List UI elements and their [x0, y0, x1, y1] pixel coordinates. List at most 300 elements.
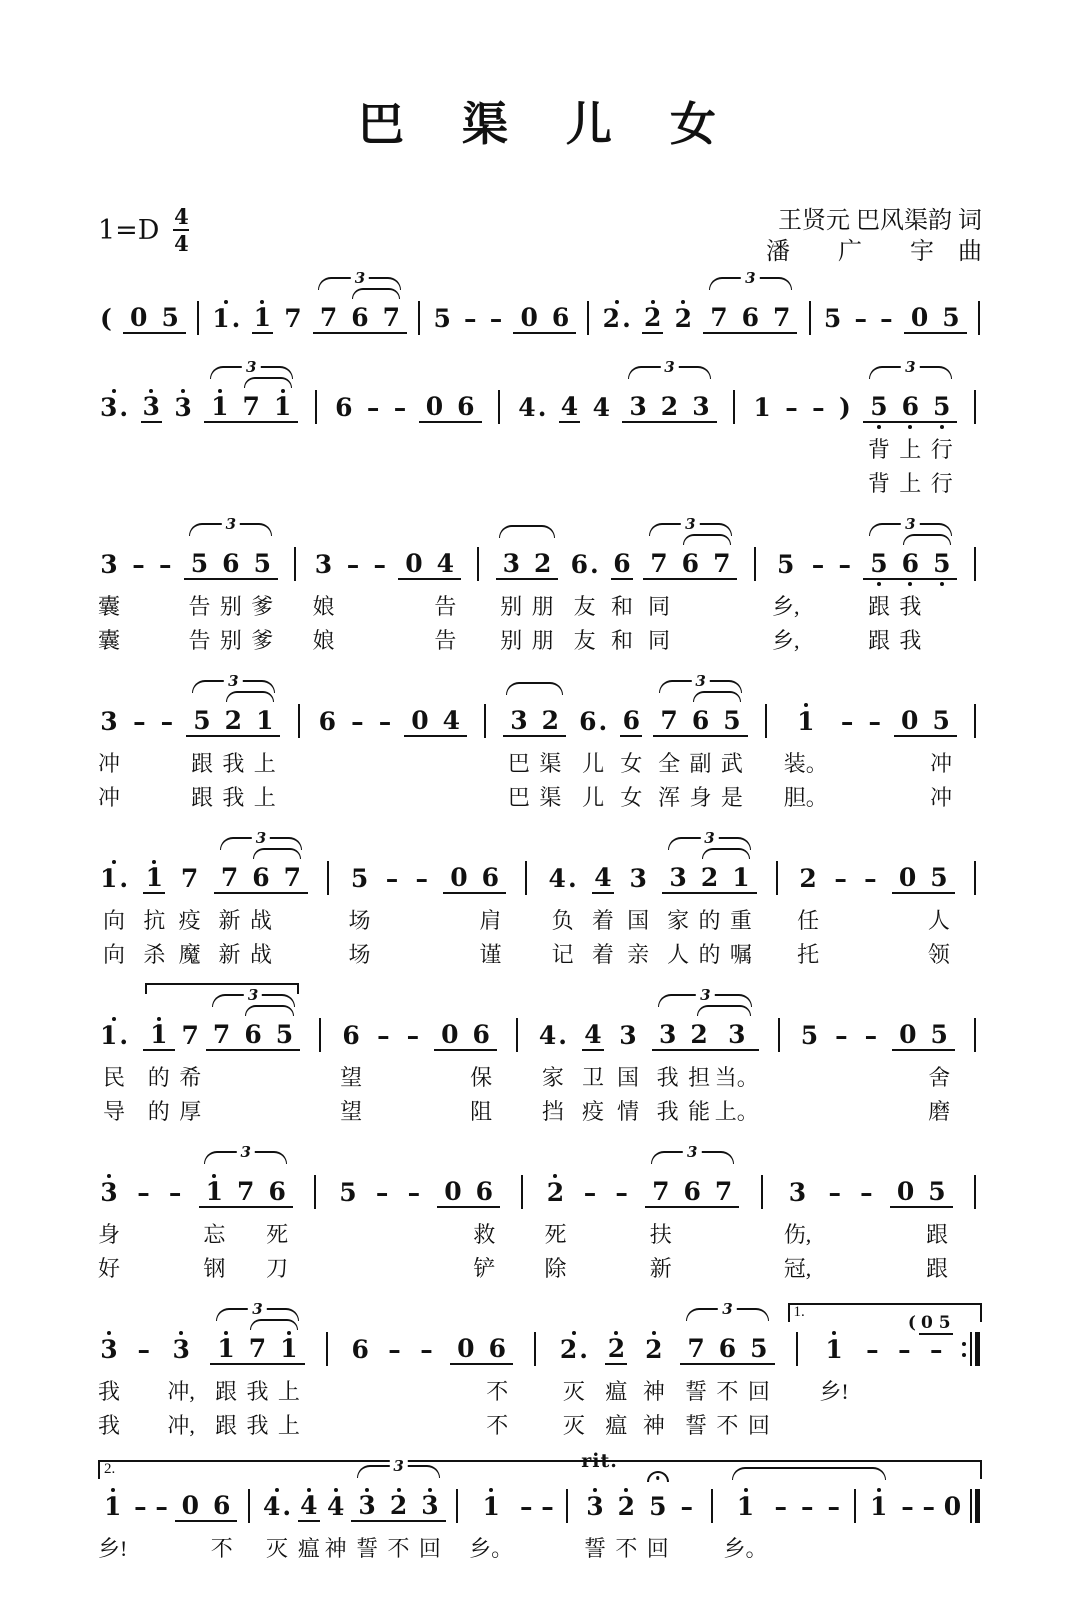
barline-rule — [298, 704, 300, 738]
note-glyph — [810, 393, 827, 423]
octave-dot-below-slot — [790, 1365, 804, 1375]
note-glyph — [528, 1335, 542, 1365]
barline — [309, 381, 323, 501]
octave-dot-below-slot — [513, 334, 544, 344]
note-glyph — [766, 304, 797, 334]
lyric-syllable — [774, 1532, 788, 1566]
octave-dot-below-slot — [617, 1051, 639, 1061]
note-number: – — [159, 550, 172, 579]
octave-dot-below-slot — [694, 894, 725, 904]
note-glyph — [748, 550, 762, 580]
lyric-syllable — [900, 1532, 914, 1566]
lyric-syllable — [144, 467, 158, 501]
octave-dot-below-slot — [172, 423, 193, 433]
note-token — [513, 292, 544, 344]
note-number: 5 — [928, 1177, 946, 1206]
note-token — [475, 852, 506, 972]
lyric-syllable — [276, 467, 290, 501]
note-group — [419, 381, 482, 501]
note-glyph — [577, 707, 609, 737]
note-group — [214, 829, 308, 972]
lyric-syllable — [828, 1218, 842, 1252]
lyric-syllable: 朋 — [531, 594, 554, 619]
lyric-syllable: 装。 — [783, 751, 828, 776]
lyric-syllable — [519, 904, 533, 938]
note-token — [349, 695, 366, 815]
octave-dot-below-slot — [643, 580, 674, 590]
note-token — [925, 695, 956, 815]
note-token — [617, 1009, 639, 1129]
triplet-number: 3 — [683, 1143, 701, 1161]
lyric-syllable: 别 — [500, 628, 523, 653]
note-group — [204, 358, 298, 501]
octave-dot-above-slot — [386, 1323, 403, 1335]
lyric-syllable — [158, 624, 172, 658]
lyric-syllable: 告 — [188, 628, 211, 653]
octave-dot-above-slot — [724, 1480, 768, 1492]
lyric-syllable — [132, 624, 146, 658]
slur-arc — [250, 1319, 298, 1330]
note-group — [496, 538, 559, 658]
octave-dot-below-slot — [622, 423, 653, 433]
note-glyph — [759, 707, 773, 737]
octave-dot-above-slot — [337, 1166, 358, 1178]
octave-dot-below-slot — [878, 334, 895, 344]
lyric-syllable — [560, 1532, 574, 1566]
lyric-syllable — [755, 467, 769, 501]
lyric-syllable: 谨 — [479, 942, 502, 967]
note-glyph — [123, 304, 154, 334]
lyric-syllable — [968, 938, 982, 972]
note-glyph — [414, 1492, 445, 1522]
barline-rule — [294, 547, 296, 581]
octave-dot-below-slot — [537, 1051, 569, 1061]
note-glyph — [784, 707, 828, 737]
note-glyph — [175, 1492, 206, 1522]
barline-rule — [778, 1018, 780, 1052]
note-token — [206, 1009, 237, 1129]
lyric-syllable — [346, 590, 360, 624]
lyric-syllable — [313, 1095, 327, 1129]
octave-dot-below-slot — [770, 894, 784, 904]
lyric-syllable — [132, 747, 146, 781]
note-number: 2 — [602, 304, 621, 333]
lyric-syllable: 告 — [434, 594, 457, 619]
note-group — [123, 292, 186, 344]
note-token — [98, 1009, 130, 1129]
meta-row — [98, 206, 982, 268]
note-glyph — [743, 1335, 774, 1365]
octave-dot-below-slot — [968, 1051, 982, 1061]
barline-rule — [534, 1332, 536, 1366]
lyric-syllable — [968, 433, 982, 467]
note-token — [627, 852, 649, 972]
note-token — [98, 695, 120, 815]
octave-dot-below-slot — [968, 894, 982, 904]
octave-dot-above-slot — [839, 695, 856, 707]
note-number: 3 — [100, 1178, 118, 1207]
octave-dot-below-slot — [496, 580, 527, 590]
note-token — [942, 1480, 963, 1566]
note-group — [863, 358, 957, 501]
octave-dot-below-slot — [376, 334, 407, 344]
lyricist-credit: 王贤元 巴风渠韵 词 — [778, 208, 982, 234]
lyric-syllable: 灭 — [266, 1536, 289, 1561]
octave-dot-below-slot — [968, 737, 982, 747]
note-glyph — [611, 1492, 642, 1522]
lyric-syllable — [510, 1095, 524, 1129]
note-number: 0 — [899, 1020, 917, 1049]
note-number: – — [785, 393, 798, 422]
octave-dot-below-slot — [547, 894, 579, 904]
note-number: 6 — [472, 1020, 490, 1049]
barline — [790, 1323, 804, 1443]
note-glyph — [772, 1021, 786, 1051]
barline-rule — [809, 301, 811, 335]
octave-dot-below-slot — [653, 737, 684, 747]
octave-dot-below-slot — [469, 1208, 500, 1218]
octave-dot-below-slot — [351, 1522, 382, 1532]
note-token — [591, 381, 612, 501]
lyric-syllable: 任 — [797, 908, 820, 933]
barline-rule — [315, 390, 317, 424]
lyric-syllable: 家 — [667, 908, 690, 933]
note-glyph — [492, 393, 506, 423]
note-token — [960, 1323, 982, 1443]
triplet-number: 3 — [660, 358, 678, 376]
octave-dot-above-slot — [98, 381, 130, 393]
note-glyph — [317, 707, 338, 737]
note-glyph — [685, 393, 716, 423]
note-number: ) — [838, 393, 851, 422]
note-token — [694, 852, 725, 972]
note-glyph — [544, 1178, 566, 1208]
note-token — [157, 538, 174, 658]
barline-rule — [733, 390, 735, 424]
note-token — [159, 695, 176, 815]
octave-dot-below-slot — [895, 580, 926, 590]
barline — [560, 1480, 574, 1566]
barline — [515, 1166, 529, 1286]
octave-dot-below-slot — [654, 423, 685, 433]
note-token — [935, 292, 966, 344]
octave-dot-above-slot — [312, 538, 334, 550]
note-number: 3 — [100, 707, 118, 736]
note-number: – — [464, 304, 477, 333]
lyric-syllable: 跟 — [215, 1413, 238, 1438]
octave-dot-above-slot — [210, 292, 242, 304]
lyric-syllable: 钢 — [203, 1256, 226, 1281]
lyric-syllable — [748, 590, 762, 624]
note-number: 2 — [645, 1335, 663, 1364]
note-number: 2 — [799, 864, 817, 893]
lyric-syllable: 保 — [470, 1065, 493, 1090]
note-glyph — [98, 1335, 120, 1365]
augmentation-dot: . — [558, 1021, 567, 1050]
lyric-syllable — [160, 747, 174, 781]
slur-arc — [683, 534, 731, 545]
octave-dot-below-slot — [582, 1051, 604, 1061]
note-number: 4 — [592, 393, 610, 422]
note-number: 5 — [933, 549, 951, 578]
note-glyph — [333, 393, 354, 423]
note-number: – — [346, 550, 360, 579]
octave-dot-below-slot — [560, 1522, 574, 1532]
octave-dot-above-slot — [768, 1480, 795, 1492]
lyric-syllable: 冲 — [98, 785, 121, 810]
note-glyph — [313, 304, 344, 334]
octave-dot-below-slot — [715, 1051, 759, 1061]
lyric-syllable: 的 — [147, 1099, 170, 1124]
lyric-syllable — [376, 1095, 390, 1129]
lyric-syllable — [968, 904, 982, 938]
lyric-syllable — [446, 1252, 460, 1286]
note-glyph — [617, 1021, 639, 1051]
octave-dot-below-slot — [308, 1208, 322, 1218]
note-number: 3 — [174, 393, 192, 422]
lyric-syllable — [834, 1095, 848, 1129]
note-token — [921, 1166, 952, 1286]
note-glyph — [513, 304, 544, 334]
lyric-syllable: 友 — [573, 594, 596, 619]
note-number: 7 — [237, 1177, 255, 1206]
lyric-syllable — [144, 433, 158, 467]
lyric-syllable — [903, 747, 917, 781]
lyric-syllable: 别 — [500, 594, 523, 619]
note-glyph — [372, 550, 389, 580]
octave-dot-below-slot — [890, 1208, 921, 1218]
lyric-syllable: 行 — [930, 471, 953, 496]
octave-dot-below-slot — [325, 1522, 347, 1532]
note-number: 5 — [350, 864, 369, 893]
note-token — [372, 538, 389, 658]
lyric-syllable — [320, 1409, 334, 1443]
note-token — [269, 1009, 300, 1129]
note-number: 5 — [750, 1334, 768, 1363]
octave-dot-above-slot — [797, 852, 819, 864]
octave-dot-below-slot — [925, 737, 956, 747]
note-number: 3 — [314, 550, 333, 579]
lyric-syllable — [137, 1409, 151, 1443]
octave-dot-above-slot — [810, 381, 827, 393]
octave-dot-below-slot — [819, 1365, 848, 1375]
octave-dot-below-slot — [375, 1051, 392, 1061]
lyric-syllable: 亲 — [627, 942, 650, 967]
tie-arc — [499, 525, 556, 538]
note-number: 7 — [180, 864, 199, 893]
lyric-syllable: 希 — [179, 1065, 202, 1090]
note-token — [98, 538, 120, 658]
note-token — [351, 1480, 382, 1566]
note-token — [236, 381, 267, 501]
note-glyph — [325, 1492, 347, 1522]
octave-dot-above-slot — [98, 1166, 120, 1178]
lyric-syllable: 民 — [103, 1065, 126, 1090]
barline — [755, 1166, 769, 1286]
note-token — [895, 538, 926, 658]
note-token — [419, 381, 450, 501]
octave-dot-below-slot — [642, 1522, 673, 1532]
note-number: – — [898, 1335, 911, 1364]
note-token — [450, 381, 481, 501]
barline-rule — [418, 301, 420, 335]
lyric-syllable — [376, 1061, 390, 1095]
octave-dot-below-slot — [558, 1365, 590, 1375]
note-glyph — [245, 864, 276, 894]
note-glyph — [249, 707, 280, 737]
lyric-syllable — [443, 1095, 457, 1129]
note-number: – — [834, 864, 847, 893]
lyric-syllable: 乡, — [771, 594, 800, 619]
octave-dot-above-slot — [135, 1166, 152, 1178]
note-token — [863, 1480, 894, 1566]
note-token — [863, 381, 894, 501]
octave-dot-below-slot — [482, 1365, 513, 1375]
lyric-syllable — [510, 1061, 524, 1095]
note-number: – — [615, 1178, 628, 1207]
note-number: 6 — [683, 1177, 701, 1206]
note-glyph — [518, 1492, 535, 1522]
time-signature — [173, 206, 189, 254]
lyric-syllable — [459, 433, 473, 467]
lyric-syllable — [968, 1095, 982, 1129]
note-number: 0 — [444, 1177, 462, 1206]
lyric-syllable: 回 — [646, 1536, 669, 1561]
lyric-syllable — [450, 1532, 464, 1566]
octave-dot-below-slot — [685, 737, 716, 747]
octave-dot-below-slot — [899, 1522, 916, 1532]
lyric-syllable: 上 — [253, 785, 276, 810]
note-glyph — [892, 1021, 923, 1051]
triplet-number: 3 — [691, 672, 709, 690]
note-token — [863, 538, 894, 658]
octave-dot-below-slot — [759, 737, 773, 747]
note-number: – — [930, 1335, 943, 1364]
lyric-syllable: 巴 — [507, 751, 530, 776]
lyric-syllable: 记 — [551, 942, 574, 967]
lyric-syllable — [583, 1252, 597, 1286]
lyric-syllable — [292, 747, 306, 781]
note-glyph — [863, 1021, 880, 1051]
thin-bar — [970, 1332, 972, 1366]
lyric-syllable: 人 — [927, 908, 950, 933]
octave-dot-below-slot — [430, 580, 461, 590]
lyric-syllable: 领 — [927, 942, 950, 967]
note-glyph — [384, 864, 401, 894]
octave-dot-below — [908, 582, 912, 586]
lyric-syllable: 托 — [797, 942, 820, 967]
note-number: 0 — [405, 549, 423, 578]
note-glyph — [406, 1178, 423, 1208]
octave-dot-below-slot — [839, 737, 856, 747]
note-glyph — [839, 707, 856, 737]
note-glyph — [935, 304, 966, 334]
barline-rule — [974, 704, 976, 738]
lyric-syllable — [727, 433, 741, 467]
octave-dot-below-slot — [797, 894, 819, 904]
note-token — [924, 1009, 955, 1129]
note-token — [712, 1323, 743, 1443]
lyric-syllable: 乡。 — [469, 1536, 514, 1561]
note-number: – — [519, 1492, 533, 1521]
slur-arc — [903, 534, 951, 545]
note-number: 3 — [502, 549, 520, 578]
note-token — [414, 1480, 445, 1566]
note-token — [204, 381, 235, 501]
note-number: 3 — [669, 863, 687, 892]
note-number: 4 — [560, 392, 579, 421]
note-glyph — [404, 707, 435, 737]
lyric-syllable — [859, 1218, 873, 1252]
note-number: 0 — [520, 303, 538, 332]
lyric-syllable — [865, 1409, 879, 1443]
note-glyph — [179, 864, 201, 894]
lyric-syllable: 我 — [222, 751, 245, 776]
barline-rule — [587, 301, 589, 335]
octave-dot-below-slot — [333, 423, 354, 433]
lyric-syllable: 巴 — [507, 785, 530, 810]
octave-dot-below-slot — [143, 1051, 174, 1061]
repeat-dot — [962, 1353, 966, 1357]
octave-dot-below-slot — [312, 580, 334, 590]
note-glyph — [783, 393, 800, 423]
octave-dot-below-slot — [349, 1365, 370, 1375]
note-token — [252, 292, 273, 344]
augmentation-dot: . — [119, 1021, 129, 1050]
note-token — [545, 292, 576, 344]
octave-dot-below-slot — [383, 1522, 414, 1532]
lyric-syllable — [337, 433, 351, 467]
lyric-syllable — [406, 1095, 420, 1129]
octave-dot-below-slot — [921, 1208, 952, 1218]
lyric-syllable — [811, 467, 825, 501]
note-glyph — [535, 707, 566, 737]
octave-dot-above-slot — [613, 1166, 630, 1178]
octave-dot-below-slot — [662, 894, 693, 904]
note-number: – — [489, 304, 503, 333]
note-token — [582, 1009, 604, 1129]
note-token — [582, 1166, 599, 1286]
octave-dot-below-slot — [810, 423, 827, 433]
note-glyph — [469, 1178, 500, 1208]
octave-dot-above-slot — [673, 292, 694, 304]
lyric-syllable: 不 — [210, 1536, 233, 1561]
lyric-syllable: 新 — [649, 1256, 672, 1281]
barline — [313, 1009, 327, 1129]
thick-bar — [975, 1489, 980, 1523]
note-number: 1 — [732, 863, 750, 892]
lyric-syllable — [320, 747, 334, 781]
note-token — [577, 695, 609, 815]
octave-dot-below-slot — [518, 1522, 535, 1532]
lyric-syllable: 不 — [716, 1379, 739, 1404]
lyric-syllable — [353, 1375, 367, 1409]
note-number: 2 — [546, 1178, 565, 1207]
octave-dot-above-slot — [591, 381, 612, 393]
octave-dot-below-slot — [821, 1522, 848, 1532]
pickup-above — [908, 1313, 953, 1333]
octave-dot-below-slot — [261, 1522, 293, 1532]
octave-dot-above-slot — [864, 1323, 881, 1335]
note-glyph — [894, 707, 925, 737]
lyric-syllable: 上 — [253, 751, 276, 776]
octave-dot-above-slot — [157, 538, 174, 550]
note-number: 4 — [326, 1492, 345, 1521]
octave-dot-below-slot — [199, 1208, 230, 1218]
note-glyph — [582, 1021, 604, 1051]
key-signature — [98, 206, 189, 254]
octave-dot-above-slot — [518, 1480, 535, 1492]
